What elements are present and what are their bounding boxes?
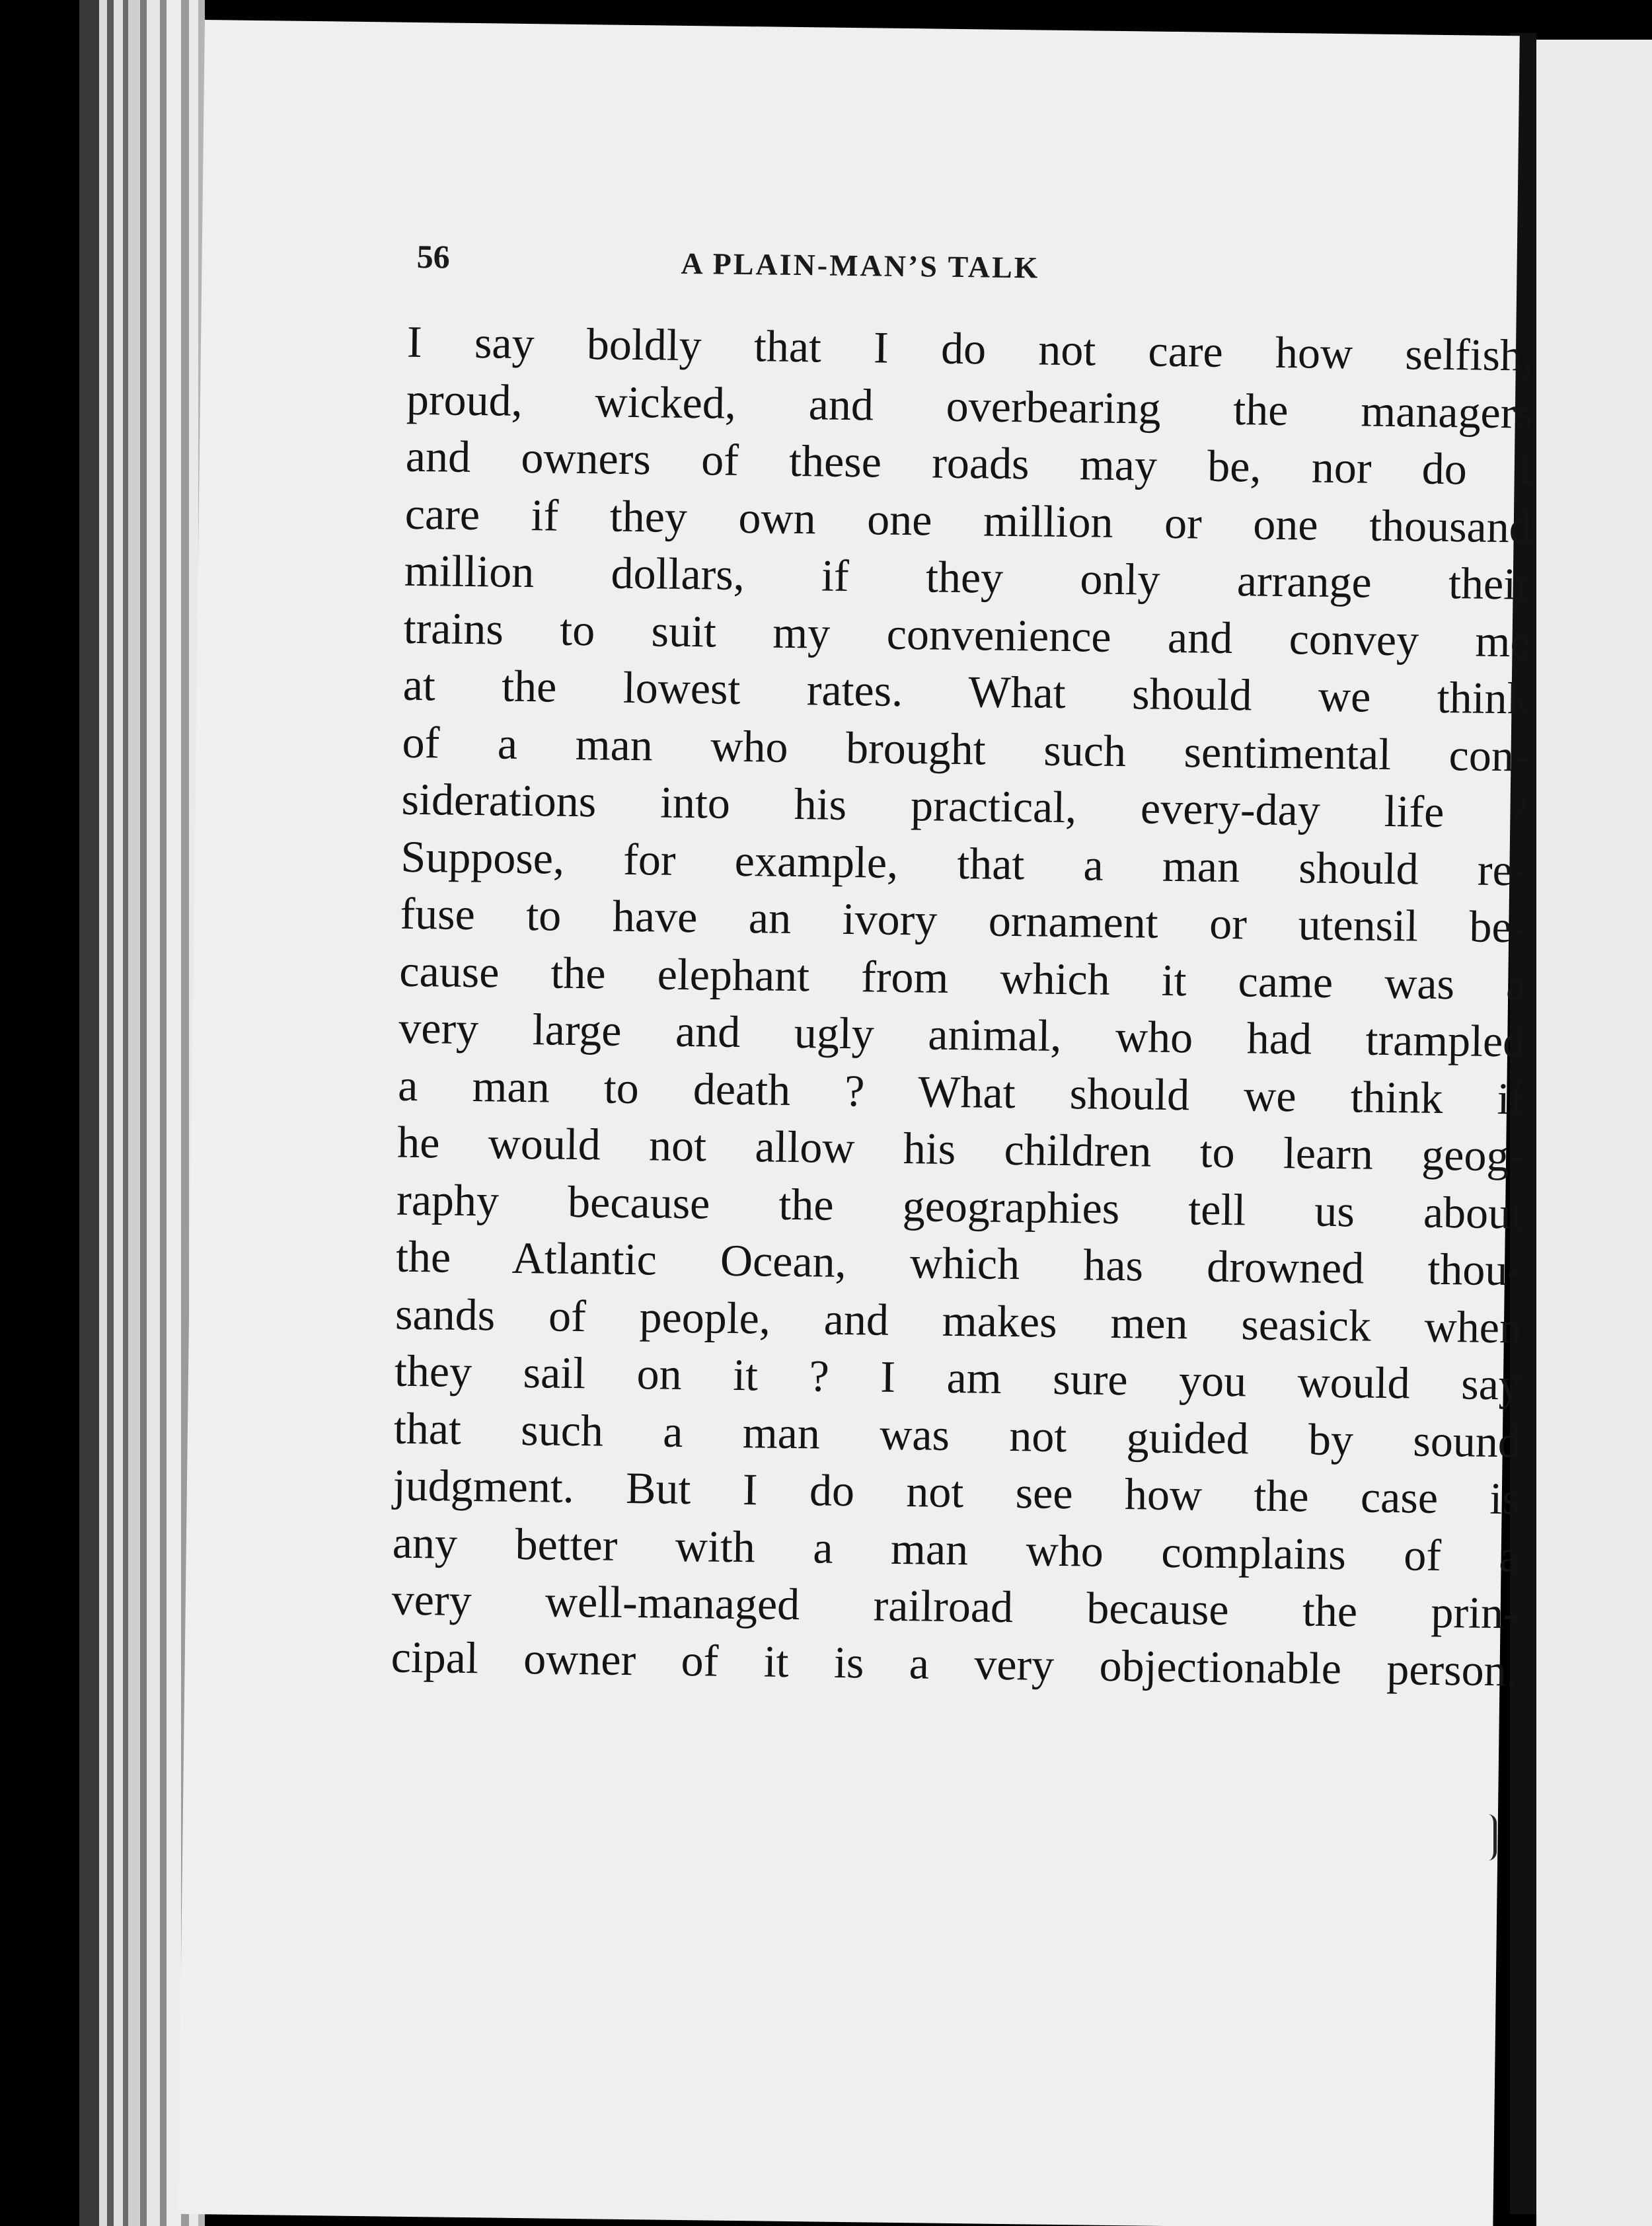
page-edge: [128, 0, 140, 2226]
text-line: they sail on it ? I am sure you would say: [394, 1345, 1522, 1410]
text-line: and owners of these roads may be, nor do I: [405, 430, 1533, 495]
page-edge: [114, 0, 123, 2226]
page-edge: [123, 0, 128, 2226]
page-edge: [99, 0, 107, 2226]
facing-page-mark: [1488, 1814, 1497, 1861]
facing-page: [1536, 40, 1652, 2226]
text-line: sands of people, and makes men seasick when: [394, 1288, 1522, 1352]
book-page: [178, 20, 1534, 2226]
text-line: I say boldly that I do not care how selfish,: [406, 316, 1534, 381]
page-edge: [107, 0, 114, 2226]
text-line: trains to suit my convenience and convey me: [403, 602, 1531, 667]
running-head: [416, 231, 1540, 304]
running-head-title: A PLAIN-MAN’S TALK: [681, 246, 1040, 285]
text-line: proud, wicked, and overbearing the managers: [406, 373, 1534, 438]
page-number: 56: [416, 237, 450, 276]
text-line: raphy because the geographies tell us about: [396, 1174, 1524, 1239]
text-line: million dollars, if they only arrange their: [404, 545, 1532, 609]
text-line: care if they own one million or one thousand: [404, 488, 1532, 553]
body-paragraph: [391, 313, 1534, 1699]
text-line: a man to death ? What should we think if: [397, 1059, 1525, 1124]
text-line: he would not allow his children to learn geog-: [396, 1116, 1524, 1181]
page-edge: [147, 0, 160, 2226]
page-edge: [79, 0, 99, 2226]
text-line: that such a man was not guided by sound: [393, 1402, 1521, 1467]
text-line: judgment. But I do not see how the case is: [393, 1459, 1521, 1524]
page-edge: [140, 0, 147, 2226]
text-line: siderations into his practical, every-day life ?: [401, 773, 1528, 838]
page-edge: [160, 0, 167, 2226]
text-line: any better with a man who complains of a: [392, 1517, 1520, 1581]
text-line: cause the elephant from which it came was a: [398, 945, 1526, 1010]
text-line: very large and ugly animal, who had trampled: [398, 1002, 1526, 1067]
text-line: cipal owner of it is a very objectionable person.: [391, 1631, 1519, 1695]
page-edge: [167, 0, 181, 2226]
text-line: the Atlantic Ocean, which has drowned thou-: [395, 1231, 1523, 1295]
text-line: very well-managed railroad because the prin-: [391, 1574, 1519, 1638]
text-line: fuse to have an ivory ornament or utensil be-: [400, 888, 1527, 952]
text-line: Suppose, for example, that a man should re-: [400, 831, 1528, 896]
text-line: at the lowest rates. What should we think: [402, 659, 1530, 724]
text-line: of a man who brought such sentimental con-: [402, 716, 1530, 781]
